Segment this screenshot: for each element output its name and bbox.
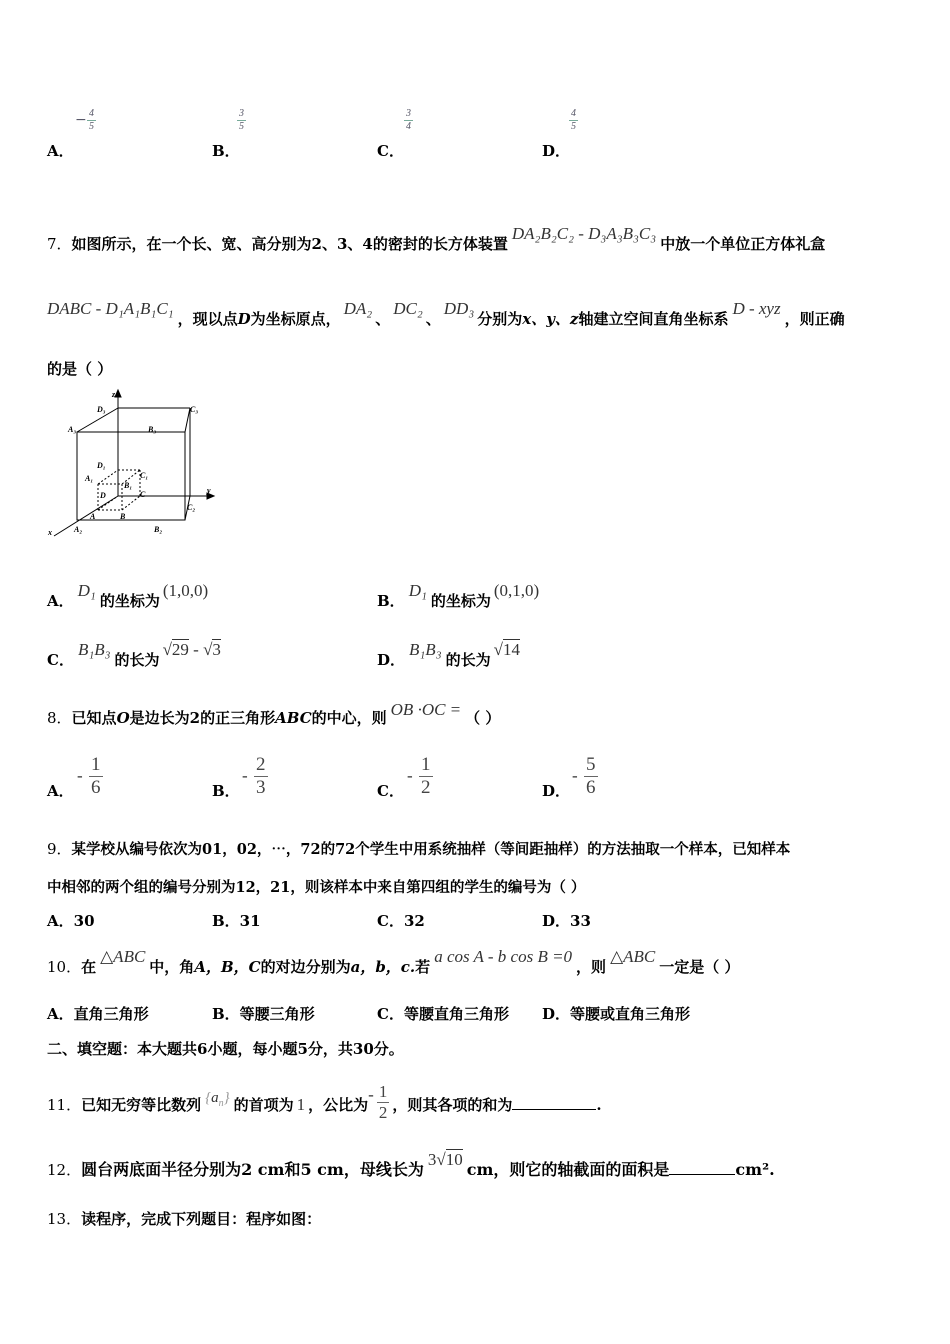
q10-option-b: B．等腰三角形 bbox=[212, 1005, 315, 1023]
option-fraction: $\frac{3}{4}$ bbox=[406, 108, 411, 132]
section-heading: 二、填空题：本大题共6小题，每小题5分，共30分。 bbox=[47, 1040, 404, 1058]
question-number: 7． bbox=[47, 235, 72, 253]
option-fraction: $\frac{4}{5}$ bbox=[89, 108, 94, 132]
q7-option-a: A．D₁的坐标为(1,0,0) bbox=[47, 581, 209, 610]
svg-text:B: B bbox=[120, 512, 126, 521]
svg-text:A₁: A₁ bbox=[85, 474, 94, 483]
option-label: C． bbox=[377, 142, 404, 160]
svg-text:D₃: D₃ bbox=[97, 405, 106, 414]
z-arrow bbox=[115, 390, 121, 397]
q12-stem: 12．圆台两底面半径分别为2 cm和5 cm，母线长为3√10cm，则它的轴截面的面积是 cm². bbox=[47, 1150, 775, 1179]
label-z: z bbox=[112, 390, 116, 399]
label-x: x bbox=[48, 528, 52, 537]
option-sign: − bbox=[75, 112, 87, 128]
q9-line1: 9．某学校从编号依次为01，02，⋯，72的72个学生中用系统抽样（等间距抽样）的方法抽取一个样本，已知样本 bbox=[47, 840, 791, 858]
option-fraction: $\frac{3}{5}$ bbox=[239, 108, 244, 132]
cuboid-figure bbox=[44, 388, 224, 538]
svg-text:D: D bbox=[100, 491, 106, 500]
option-fraction: $\frac{4}{5}$ bbox=[571, 108, 576, 132]
q7-option-b: B．D₁的坐标为(0,1,0) bbox=[377, 581, 540, 610]
option-label: D． bbox=[542, 142, 571, 160]
svg-text:C: C bbox=[140, 490, 146, 499]
q9-option-a: A．30 bbox=[47, 912, 95, 930]
q13-stem: 13．读程序，完成下列题目：程序如图： bbox=[47, 1210, 322, 1228]
q9-option-d: D．33 bbox=[542, 912, 591, 930]
option-label: A． bbox=[47, 142, 74, 160]
svg-text:A₃: A₃ bbox=[68, 425, 77, 434]
math-box: DA₂B₂C₂ - D₃A₃B₃C₃ bbox=[511, 224, 657, 243]
q7-line3: 的是（ ） bbox=[47, 360, 113, 378]
x-axis bbox=[54, 496, 118, 536]
q7-option-c: C．B₁B₃的长为√29 - √3 bbox=[47, 640, 221, 669]
answer-blank bbox=[512, 1109, 596, 1110]
q9-option-c: C．32 bbox=[377, 912, 425, 930]
option-label: B． bbox=[212, 142, 240, 160]
q7-line1: 7．如图所示，在一个长、宽、高分别为2、3、4的密封的长方体装置DA₂B₂C₂ - D₃A₃B₃C₃中放一个单位正方体礼盒 bbox=[47, 224, 826, 253]
sqrt-expression: √14 bbox=[493, 640, 520, 659]
sqrt-expression: √29 - √3 bbox=[162, 640, 221, 659]
q10-option-d: D．等腰或直角三角形 bbox=[542, 1005, 691, 1023]
label-y: y bbox=[207, 486, 211, 495]
svg-text:B₂: B₂ bbox=[154, 525, 163, 534]
q9-line2: 中相邻的两个组的编号分别为12，21，则该样本中来自第四组的学生的编号为（ ） bbox=[47, 879, 586, 896]
svg-text:C₃: C₃ bbox=[190, 405, 199, 414]
q7-option-d: D．B₁B₃的长为√14 bbox=[377, 640, 520, 669]
svg-text:C₁: C₁ bbox=[140, 471, 149, 480]
q10-option-a: A．直角三角形 bbox=[47, 1005, 149, 1023]
q10-option-c: C．等腰直角三角形 bbox=[377, 1005, 509, 1023]
svg-text:B₃: B₃ bbox=[148, 425, 157, 434]
q7-line2: DABC - D₁A₁B₁C₁，现以点D为坐标原点，DA₂、DC₂、DD₃分别为x、y、z轴建立空间直角坐标系D - xyz，则正确 bbox=[47, 299, 845, 328]
svg-text:D₁: D₁ bbox=[97, 461, 106, 470]
svg-text:A₂: A₂ bbox=[74, 525, 83, 534]
svg-text:C₂: C₂ bbox=[187, 503, 196, 512]
svg-text:A: A bbox=[90, 512, 96, 521]
q11-stem: 11．已知无穷等比数列 $\{a_n\}$ 的首项为 1 ，公比为- $\frac{1}{2}$ ，则其各项的和为 . bbox=[47, 1082, 602, 1122]
q9-option-b: B．31 bbox=[212, 912, 261, 930]
q8-stem: 8．已知点O是边长为2的正三角形ABC的中心，则 OB ·OC = （ ） bbox=[47, 700, 501, 727]
answer-blank bbox=[669, 1174, 735, 1175]
svg-text:B₁: B₁ bbox=[124, 481, 133, 490]
q10-stem: 10．在△ABC中，角A，B，C的对边分别为a，b，c.若a cos A - b cos B =0，则△ABC一定是（ ） bbox=[47, 947, 740, 976]
